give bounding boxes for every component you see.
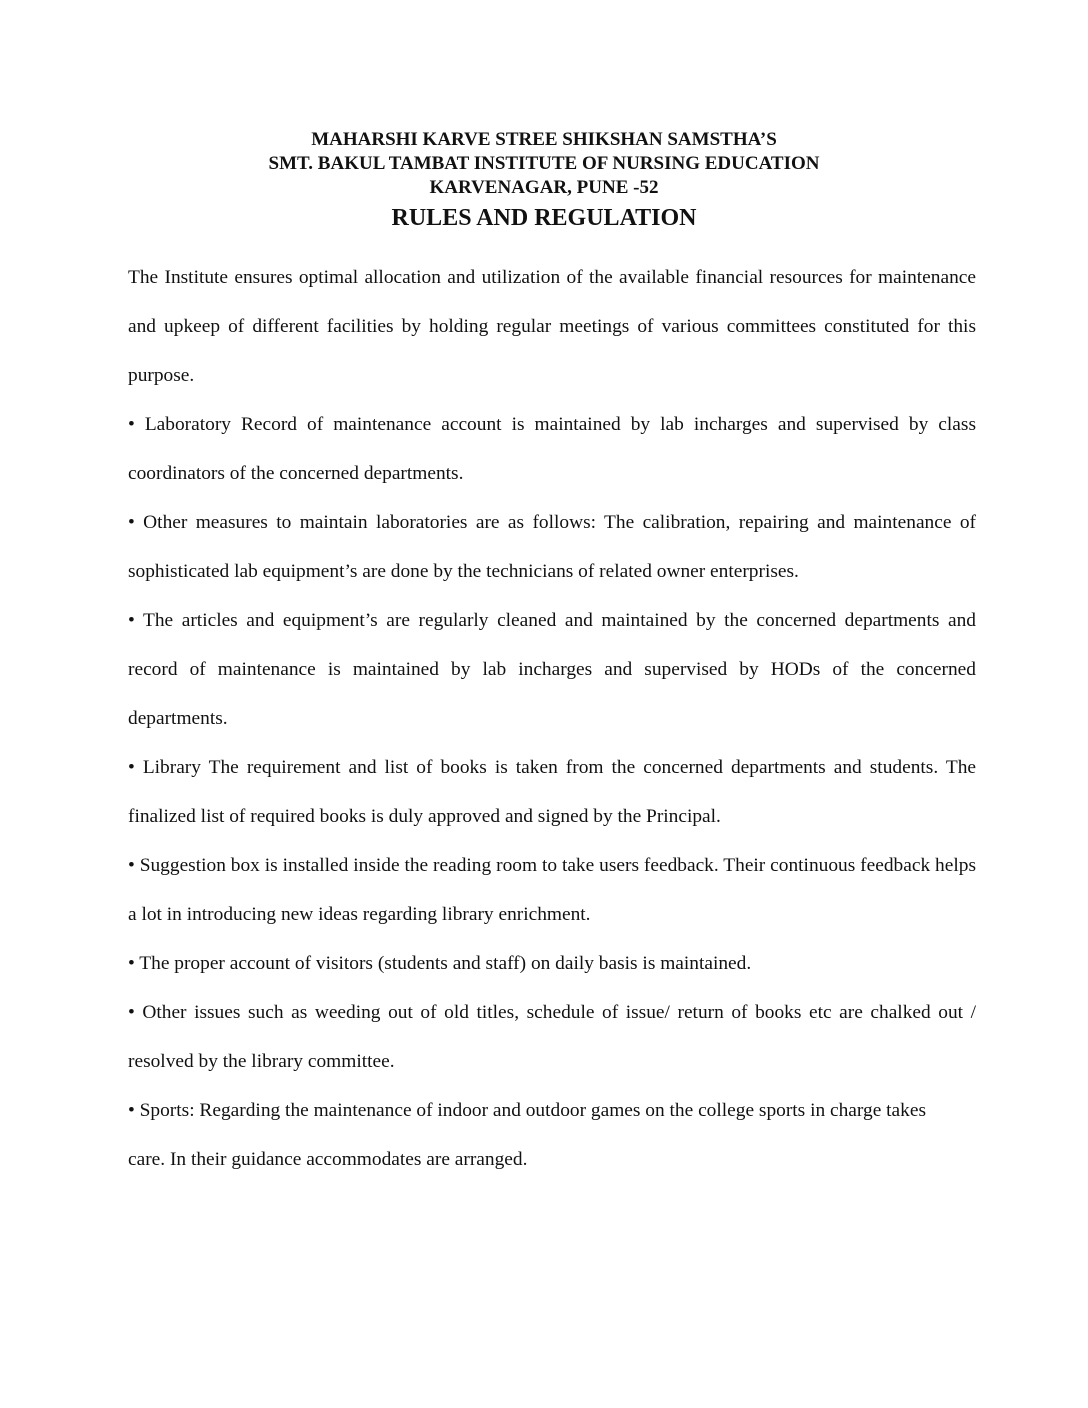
paragraph-sports: • Sports: Regarding the maintenance of indoor and outdoor games on the college sports in charge takes	[128, 1100, 927, 1121]
paragraph-library: • Library The requirement and list of books is taken from the concerned departments and students. The finalized list of required books is duly approved and signed by the Principal.	[128, 757, 976, 827]
paragraph-visitors: • The proper account of visitors (students and staff) on daily basis is maintained.	[128, 953, 752, 974]
paragraph-articles-equipment: • The articles and equipment’s are regularly cleaned and maintained by the concerned departments and record of maintenance is maintained by lab incharges and supervised by HODs of the concerned departments.	[128, 610, 976, 729]
document-title: RULES AND REGULATION	[391, 205, 697, 231]
paragraph-lab-measures: • Other measures to maintain laboratories are as follows: The calibration, repairing and maintenance of sophisticated lab equipment’s are done by the technicians of related owner enterprises.	[128, 512, 976, 582]
document-body	[128, 253, 976, 1184]
paragraph-sports-continued: care. In their guidance accommodates are arranged.	[128, 1149, 528, 1170]
institute-address: KARVENAGAR, PUNE -52	[429, 177, 659, 198]
paragraph-lab-record: • Laboratory Record of maintenance account is maintained by lab incharges and supervised by class coordinators of the concerned departments.	[128, 414, 976, 484]
paragraph-suggestion-box: • Suggestion box is installed inside the reading room to take users feedback. Their continuous feedback helps a lot in introducing new ideas regarding library enrichment.	[128, 855, 976, 925]
paragraph-intro: The Institute ensures optimal allocation and utilization of the available financial resources for maintenance and upkeep of different facilities by holding regular meetings of various committees constituted for this purpose.	[128, 267, 976, 386]
society-name: MAHARSHI KARVE STREE SHIKSHAN SAMSTHA’S	[311, 129, 777, 150]
document-header	[0, 128, 1088, 235]
institute-name: SMT. BAKUL TAMBAT INSTITUTE OF NURSING EDUCATION	[268, 153, 820, 174]
paragraph-other-issues: • Other issues such as weeding out of old titles, schedule of issue/ return of books etc are chalked out / resolved by the library committee.	[128, 1002, 976, 1072]
